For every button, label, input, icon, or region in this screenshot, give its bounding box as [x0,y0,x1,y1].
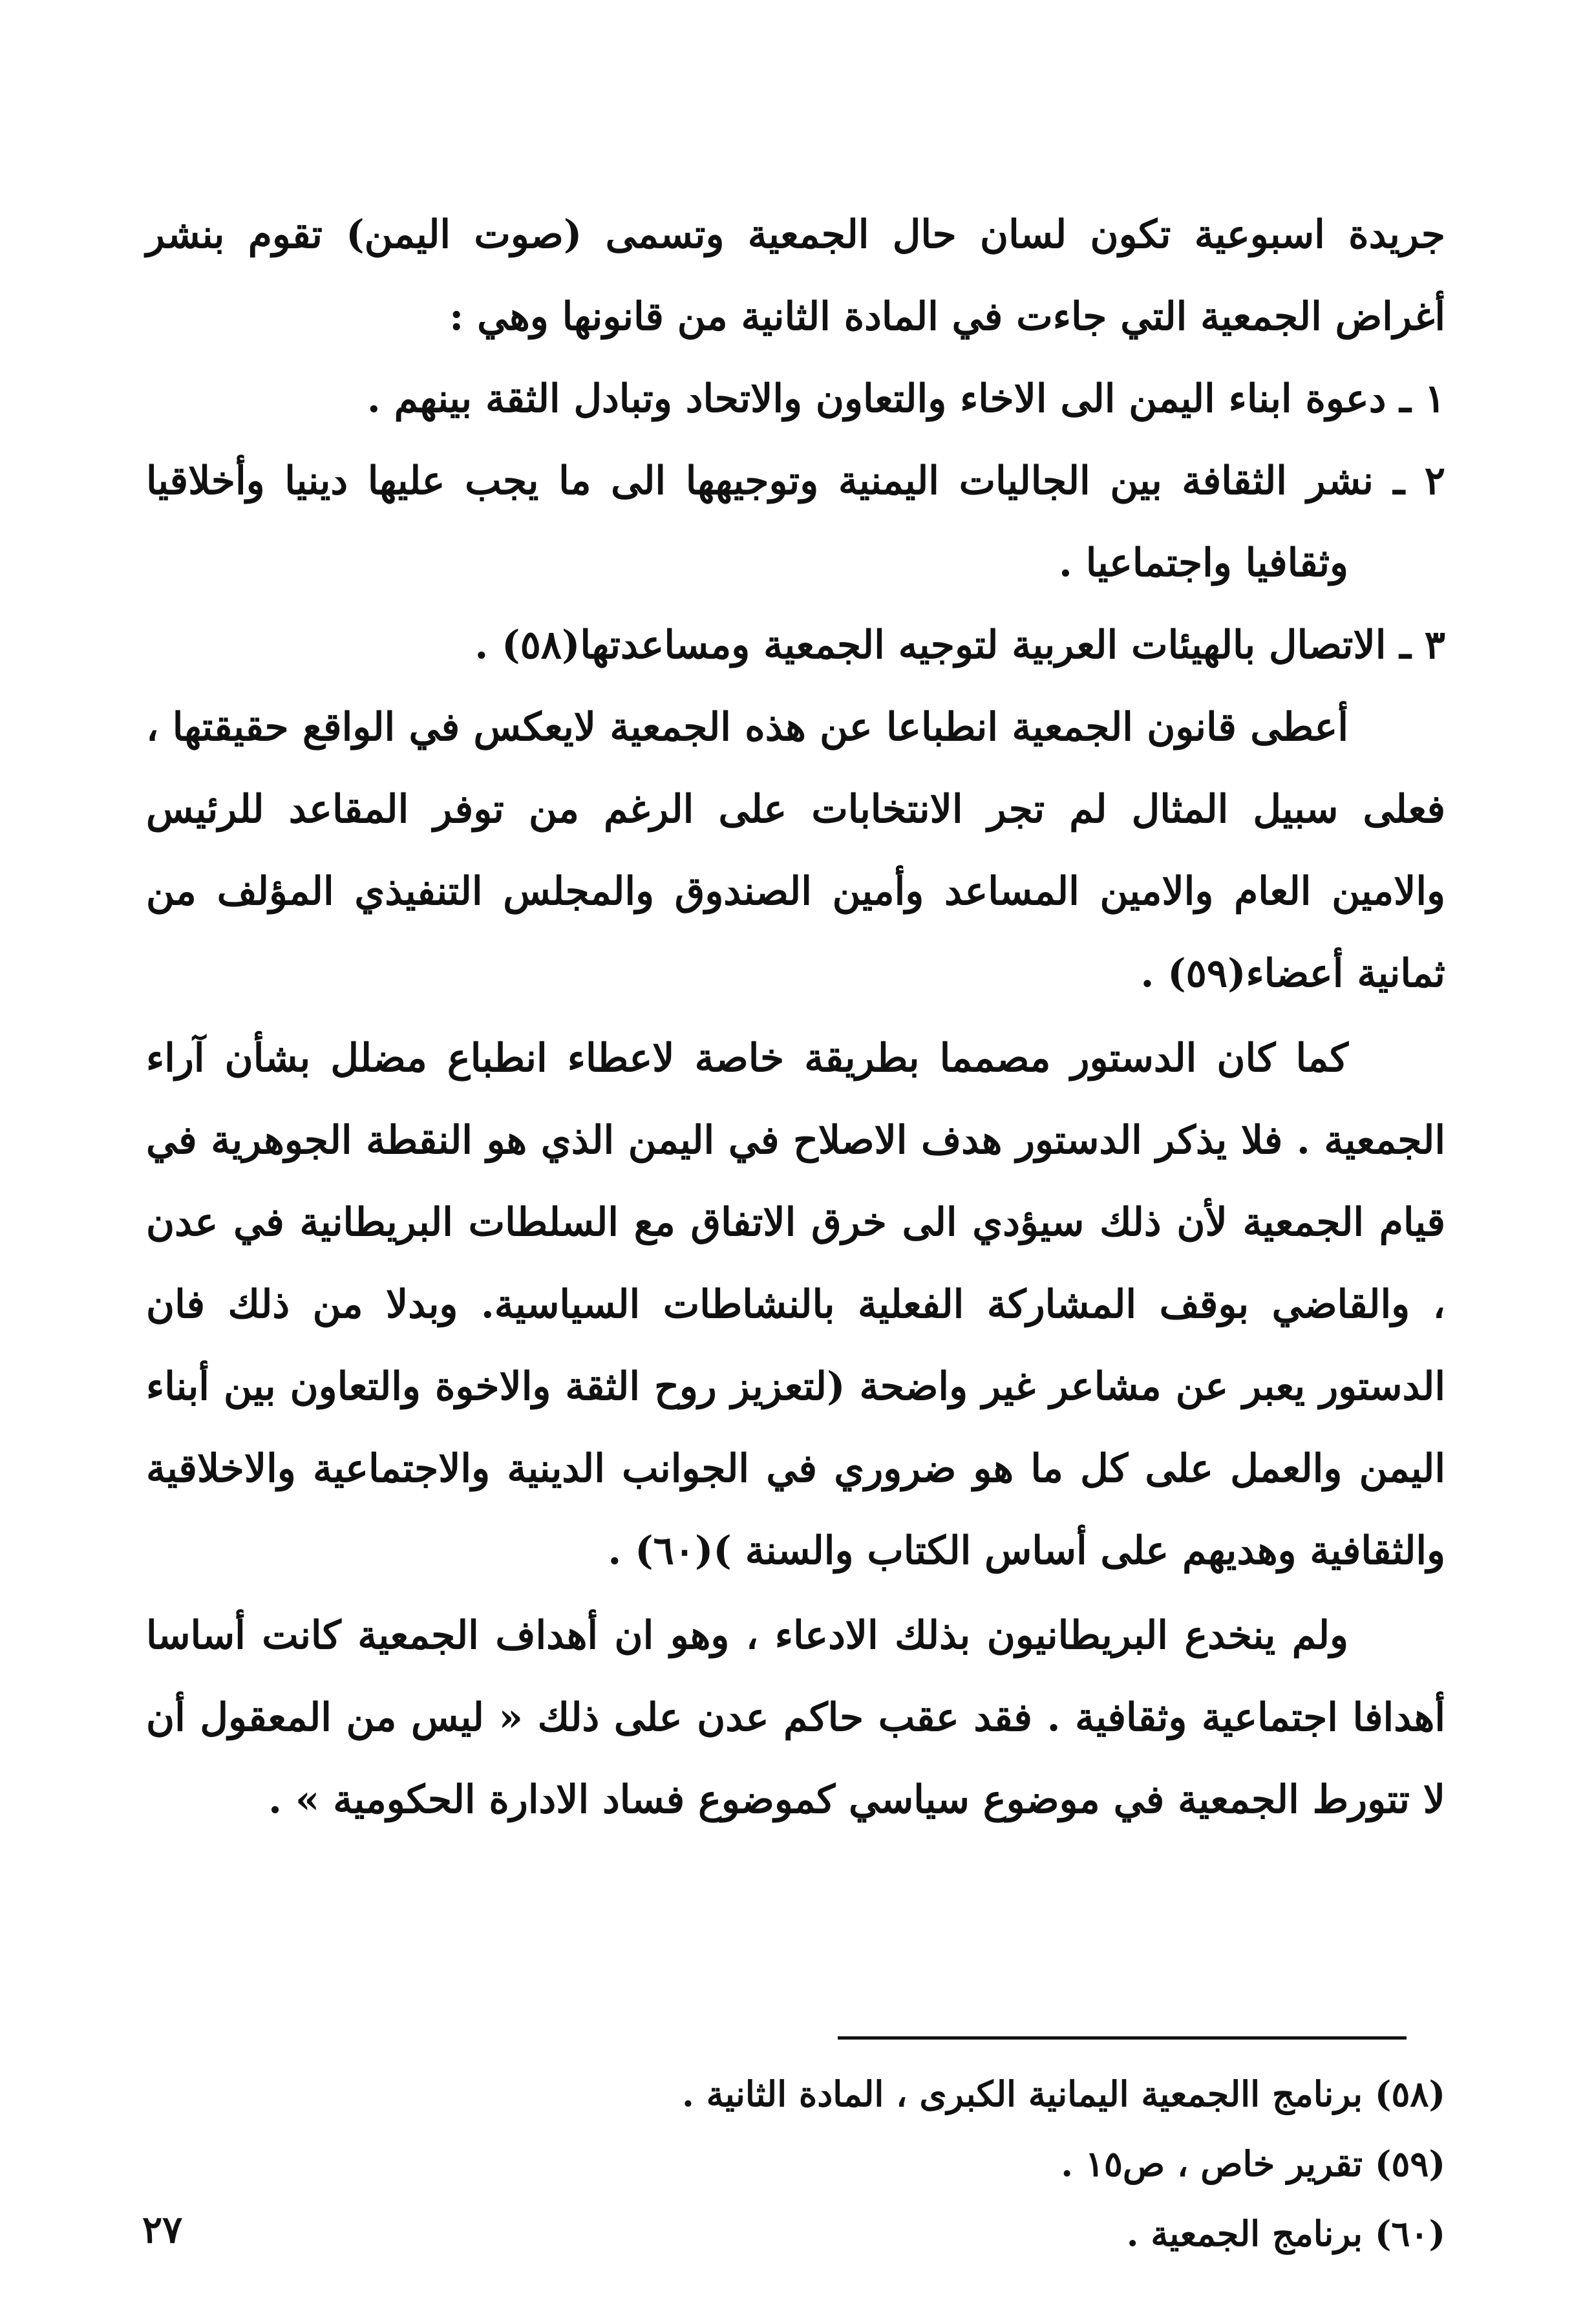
paragraph-3: ولم ينخدع البريطانيون بذلك الادعاء ، وهو ان أهداف الجمعية كانت أساسا أهدافا اجتماعية وثقافية . فقد عقب حاكم عدن على ذلك « ليس من المعقول أن لا تتورط الجمعية في موضوع سياسي كموضوع فساد الادارة الحكومية » . [146,1613,1445,1822]
footnote-58: (٥٨) برنامج االجمعية اليمانية الكبرى ، المادة الثانية . [682,2073,1445,2115]
paragraph-2: كما كان الدستور مصمما بطريقة خاصة لاعطاء انطباع مضلل بشأن آراء الجمعية . فلا يذكر الدستور هدف الاصلاح في اليمن الذي هو النقطة الجوهرية في قيام الجمعية لأن ذلك سيؤدي الى خرق الاتفاق مع السلطات البريطانية في عدن ، والقاضي بوقف المشاركة الفعلية بالنشاطات السياسية. وبدلا من ذلك فان الدستور يعبر عن مشاعر غير واضحة (لتعزيز روح الثقة والاخوة والتعاون بين أبناء اليمن والعمل على كل ما هو ضروري في الجوانب الدينية والاجتماعية والاخلاقية والثقافية وهديهم على أساس الكتاب والسنة )(٦٠) . [146,1036,1445,1573]
footnote-divider [838,2036,1407,2040]
main-text-block [146,194,1445,1841]
list-item-3: ٣ ـ الاتصال بالهيئات العربية لتوجيه الجمعية ومساعدتها(٥٨) . [474,623,1445,668]
list-item-2: ٢ ـ نشر الثقافة بين الجاليات اليمنية وتوجيهها الى ما يجب عليها دينيا وأخلاقيا وثقافيا واجتماعيا . [146,458,1445,586]
intro-paragraph: جريدة اسبوعية تكون لسان حال الجمعية وتسمى (صوت اليمن) تقوم بنشر أغراض الجمعية التي جاءت في المادة الثانية من قانونها وهي : [146,212,1445,339]
footnote-60: (٦٠) برنامج الجمعية . [1126,2213,1445,2254]
list-item-1: ١ ـ دعوة ابناء اليمن الى الاخاء والتعاون والاتحاد وتبادل الثقة بينهم . [367,376,1445,421]
paragraph-1: أعطى قانون الجمعية انطباعا عن هذه الجمعية لايعكس في الواقع حقيقتها ، فعلى سبيل المثال لم تجر الانتخابات على الرغم من توفر المقاعد للرئيس والامين العام والامين المساعد وأمين الصندوق والمجلس التنفيذي المؤلف من ثمانية أعضاء(٥٩) . [146,705,1445,996]
page-number: ٢٧ [142,2208,183,2252]
footnotes [346,2059,1445,2268]
footnote-59: (٥٩) تقرير خاص ، ص١٥ . [1061,2143,1445,2184]
